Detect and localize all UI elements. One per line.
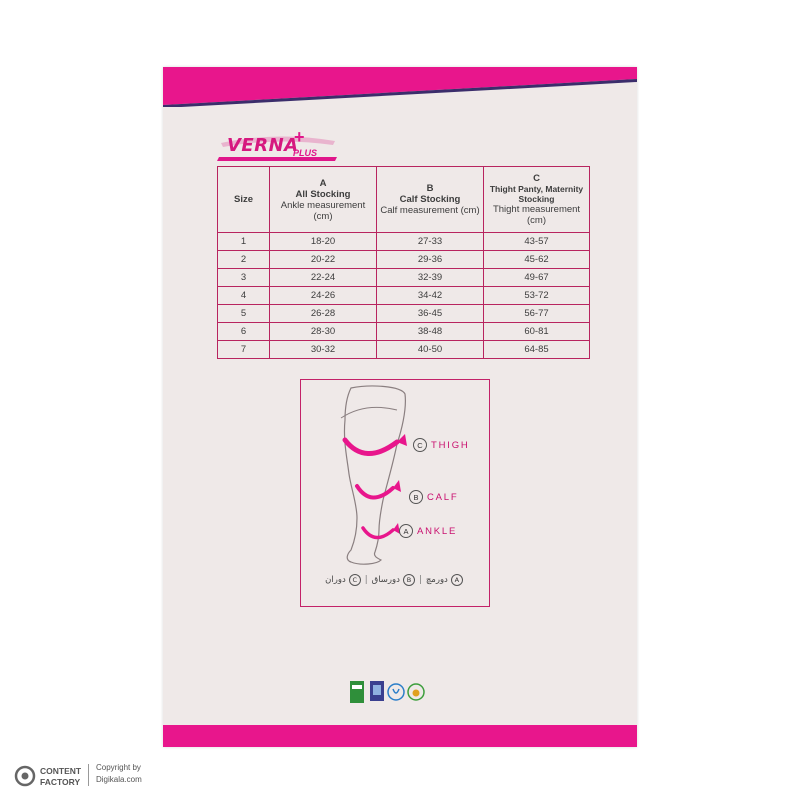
iso-badge-icon [350, 681, 364, 703]
ankle-cell: 20-22 [270, 251, 377, 269]
calf-cell: 36-45 [377, 305, 484, 323]
brand-suffix: PLUS [293, 148, 318, 158]
footer-divider [88, 764, 89, 786]
food-drug-icon [408, 684, 424, 700]
bottom-color-band [163, 725, 637, 747]
leg-illustration [301, 380, 488, 606]
circle-c-icon: C [349, 574, 361, 586]
brand-logo [217, 127, 347, 167]
calf-cell: 40-50 [377, 341, 484, 359]
column-header-c: C Thight Panty, Maternity Stocking Thight measurement (cm) [484, 167, 590, 233]
ankle-cell: 18-20 [270, 233, 377, 251]
content-factory-logo [14, 762, 94, 790]
size-table [217, 166, 590, 359]
size-header: Size [218, 167, 270, 233]
farsi-calf-label: دورساق [371, 575, 400, 585]
table-row [218, 269, 590, 287]
ankle-cell: 24-26 [270, 287, 377, 305]
footer-brand-line2: FACTORY [40, 777, 81, 787]
calf-cell: 29-36 [377, 251, 484, 269]
table-header-row [218, 167, 590, 233]
ankle-cell: 22-24 [270, 269, 377, 287]
column-header-a: A All Stocking Ankle measurement (cm) [270, 167, 377, 233]
circle-b-icon: B [403, 574, 415, 586]
circle-a-icon: A [451, 574, 463, 586]
ankle-label-text: ANKLE [417, 525, 458, 537]
certification-badges [350, 677, 450, 707]
copyright-line2: Digikala.com [96, 775, 142, 784]
brand-name: VERNA [227, 135, 299, 156]
size-cell: 5 [218, 305, 270, 323]
ce-badge-icon [370, 681, 384, 701]
calf-cell: 32-39 [377, 269, 484, 287]
farsi-ankle-label: دورمچ [425, 575, 448, 585]
farsi-thigh-label: دوران [325, 575, 346, 585]
size-cell: 3 [218, 269, 270, 287]
thigh-cell: 49-67 [484, 269, 590, 287]
table-row [218, 305, 590, 323]
farsi-separator: | [364, 575, 368, 585]
thigh-cell: 45-62 [484, 251, 590, 269]
ankle-label [399, 524, 457, 538]
thigh-cell: 56-77 [484, 305, 590, 323]
calf-cell: 34-42 [377, 287, 484, 305]
content-factory-icon [14, 765, 36, 787]
thigh-label [413, 438, 470, 452]
copyright-line1: Copyright by [96, 763, 141, 772]
health-ministry-icon [388, 684, 404, 700]
thigh-cell: 53-72 [484, 287, 590, 305]
footer-brand-line1: CONTENT [40, 766, 82, 776]
thigh-label-text: THIGH [431, 439, 470, 451]
thigh-cell: 64-85 [484, 341, 590, 359]
ankle-cell: 28-30 [270, 323, 377, 341]
circle-b-icon: B [409, 490, 423, 504]
table-row [218, 287, 590, 305]
table-row [218, 233, 590, 251]
size-cell: 6 [218, 323, 270, 341]
top-color-band [163, 67, 637, 107]
circle-a-icon: A [399, 524, 413, 538]
calf-cell: 38-48 [377, 323, 484, 341]
brand-plus-mark: + [294, 127, 305, 147]
table-row [218, 323, 590, 341]
ankle-cell: 30-32 [270, 341, 377, 359]
farsi-separator: | [418, 575, 422, 585]
measurement-diagram [300, 379, 490, 607]
calf-label [409, 490, 458, 504]
size-cell: 2 [218, 251, 270, 269]
column-header-b: B Calf Stocking Calf measurement (cm) [377, 167, 484, 233]
circle-c-icon: C [413, 438, 427, 452]
size-cell: 4 [218, 287, 270, 305]
calf-label-text: CALF [427, 491, 459, 503]
size-cell: 1 [218, 233, 270, 251]
table-row [218, 341, 590, 359]
farsi-legend [301, 574, 487, 586]
size-chart-card [163, 67, 637, 747]
table-row [218, 251, 590, 269]
thigh-cell: 60-81 [484, 323, 590, 341]
thigh-cell: 43-57 [484, 233, 590, 251]
footer-copyright [96, 762, 142, 786]
ankle-cell: 26-28 [270, 305, 377, 323]
size-cell: 7 [218, 341, 270, 359]
calf-cell: 27-33 [377, 233, 484, 251]
